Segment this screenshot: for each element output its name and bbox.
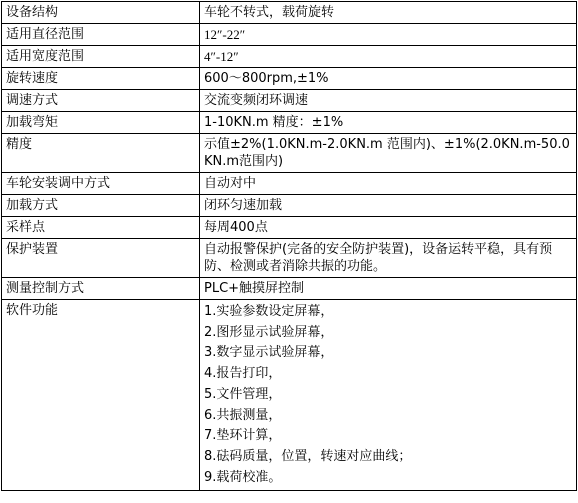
table-row xyxy=(2,112,577,134)
row-label: 测量控制方式 xyxy=(2,278,200,300)
list-item: 3.数字显示试验屏幕， xyxy=(204,345,334,361)
row-label: 精度 xyxy=(2,134,200,173)
row-value: 自动报警保护(完备的安全防护装置)，设备运转平稳，具有预防、检测或者消除共振的功能。 xyxy=(200,239,577,278)
row-label: 保护装置 xyxy=(2,239,200,278)
row-value: 12″-22″ xyxy=(200,24,577,46)
list-item: 1.实验参数设定屏幕， xyxy=(204,304,334,319)
row-value: 自动对中 xyxy=(200,173,577,195)
table-row-software xyxy=(2,300,577,491)
table-row xyxy=(2,134,577,173)
list-item: 5.文件管理， xyxy=(204,386,282,402)
table-row xyxy=(2,278,577,300)
table-row xyxy=(2,2,577,24)
list-item: 6.共振测量， xyxy=(204,407,282,423)
row-value: 1-10KN.m 精度：±1% xyxy=(200,112,577,134)
list-item: 7.垫环计算， xyxy=(204,428,282,444)
list-item: 8.砝码质量，位置，转速对应曲线； xyxy=(204,448,412,464)
spec-table xyxy=(1,1,577,491)
software-function-list xyxy=(200,300,577,491)
row-label: 采样点 xyxy=(2,217,200,239)
row-label: 适用直径范围 xyxy=(2,24,200,46)
table-row xyxy=(2,46,577,68)
row-value: 闭环匀速加载 xyxy=(200,195,577,217)
row-value: 示值±2%(1.0KN.m-2.0KN.m 范围内)、±1%(2.0KN.m-50.0KN.m范围内) xyxy=(200,134,577,173)
table-row xyxy=(2,24,577,46)
list-item: 4.报告打印， xyxy=(204,366,282,382)
row-label: 适用宽度范围 xyxy=(2,46,200,68)
table-row xyxy=(2,173,577,195)
spec-table-body xyxy=(2,2,577,491)
table-row xyxy=(2,68,577,90)
table-row xyxy=(2,90,577,112)
row-value: 交流变频闭环调速 xyxy=(200,90,577,112)
row-label: 加载方式 xyxy=(2,195,200,217)
row-value: 600～800rpm,±1% xyxy=(200,68,577,90)
row-label: 加载弯矩 xyxy=(2,112,200,134)
row-label: 车轮安装调中方式 xyxy=(2,173,200,195)
row-label: 设备结构 xyxy=(2,2,200,24)
list-item: 9.载荷校准。 xyxy=(204,469,282,485)
table-row xyxy=(2,195,577,217)
row-value: 4″-12″ xyxy=(200,46,577,68)
list-item: 2.图形显示试验屏幕， xyxy=(204,324,334,340)
row-label: 软件功能 xyxy=(2,300,200,491)
table-row xyxy=(2,217,577,239)
row-value: 每周400点 xyxy=(200,217,577,239)
row-label: 旋转速度 xyxy=(2,68,200,90)
table-row xyxy=(2,239,577,278)
row-value: 车轮不转式，载荷旋转 xyxy=(200,2,577,24)
row-label: 调速方式 xyxy=(2,90,200,112)
row-value: PLC+触摸屏控制 xyxy=(200,278,577,300)
